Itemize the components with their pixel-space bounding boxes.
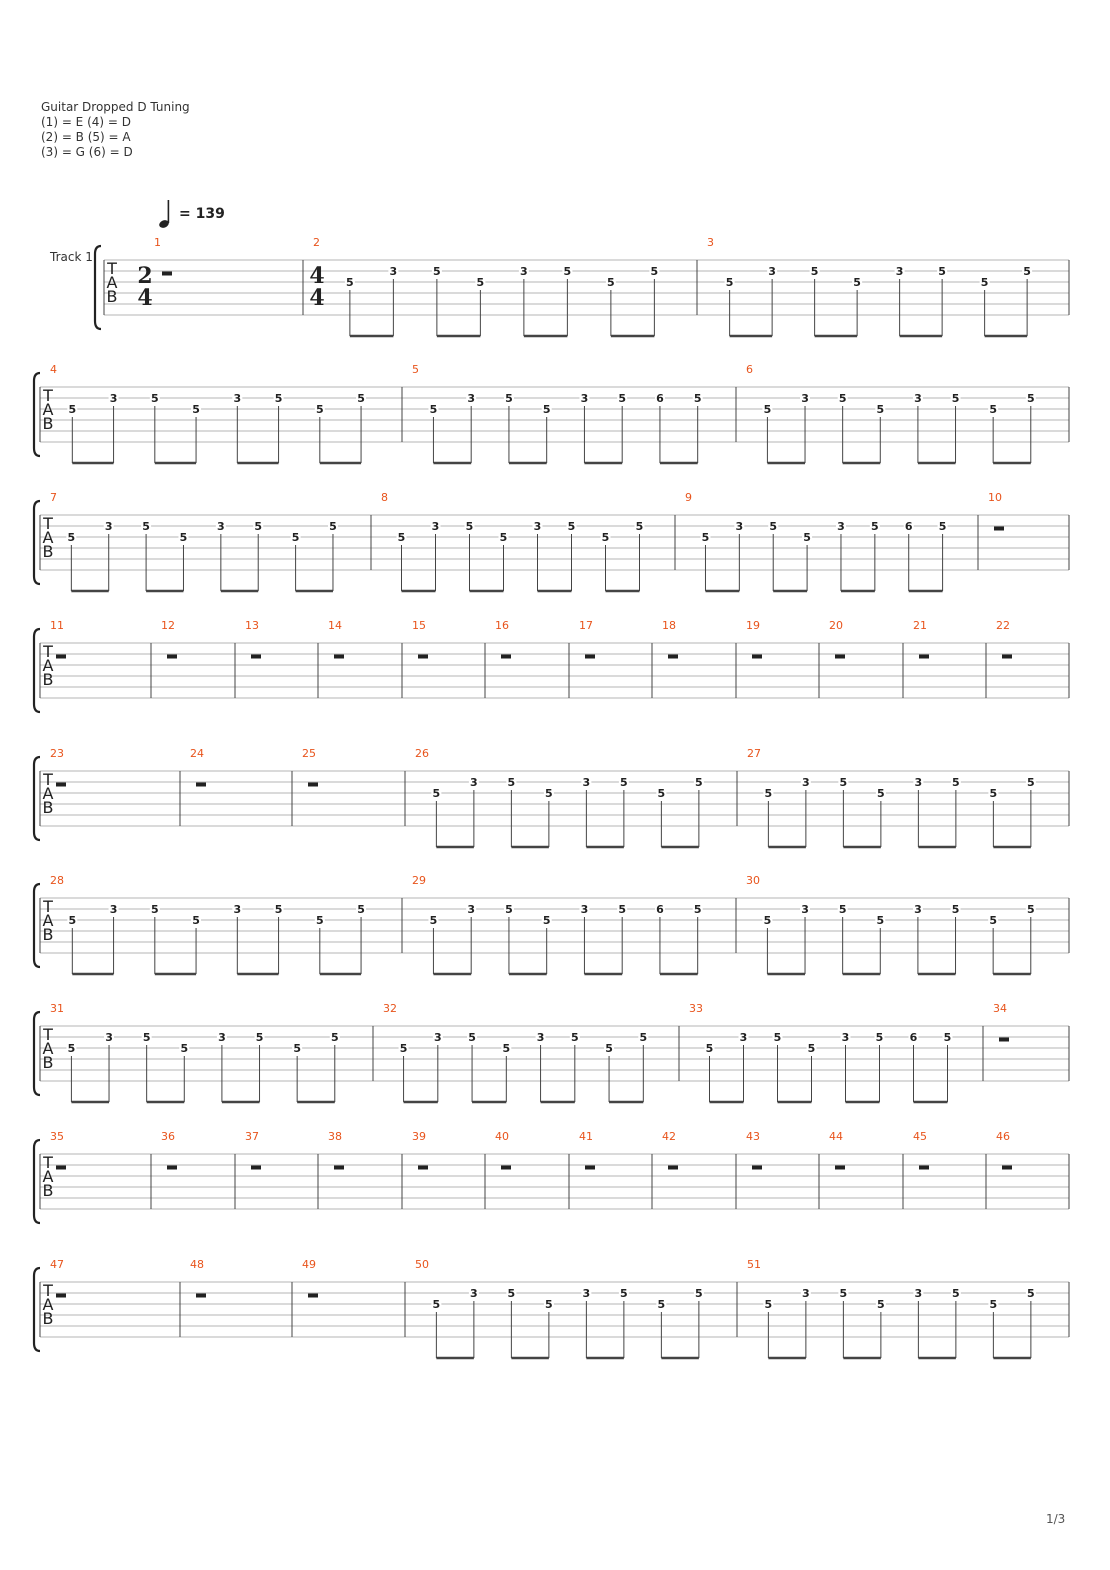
fret-number: 5 [465,520,474,533]
fret-number: 3 [735,520,744,533]
time-signature-top: 2 [137,263,153,289]
tab-clef-letter: A [42,1167,54,1186]
fret-number: 5 [764,787,773,800]
fret-number: 5 [433,265,441,278]
fret-number: 3 [582,776,591,789]
fret-number: 5 [838,903,847,916]
fret-number: 5 [192,403,200,416]
fret-number: 5 [951,903,960,916]
tab-clef-letter: T [43,1153,53,1172]
system-bracket [34,1140,40,1223]
measure-number: 3 [707,236,714,249]
fret-number: 5 [839,1287,848,1300]
measure-number: 36 [161,1130,175,1143]
measure-number: 16 [495,619,509,632]
fret-number: 5 [68,914,77,927]
tuning-title: Guitar Dropped D Tuning [41,100,190,114]
whole-rest [585,655,595,659]
fret-number: 5 [769,520,778,533]
fret-number: 5 [695,1287,703,1300]
fret-number: 3 [431,520,440,533]
tab-clef-letter: T [43,642,53,661]
measure-number: 1 [154,236,161,249]
fret-number: 5 [180,1042,189,1055]
fret-number: 5 [274,903,283,916]
tab-clef-letter: A [42,656,54,675]
fret-number: 3 [433,1031,442,1044]
fret-number: 5 [357,903,365,916]
fret-number: 3 [218,1031,226,1044]
time-signature-bottom: 4 [309,285,325,311]
tab-clef-letter: A [42,528,54,547]
measure-number: 48 [190,1258,204,1271]
fret-number: 5 [618,903,627,916]
fret-number: 5 [507,1287,516,1300]
fret-number: 5 [875,1031,884,1044]
fret-number: 5 [505,903,513,916]
fret-number: 5 [1027,776,1035,789]
measure-number: 15 [412,619,426,632]
measure-number: 31 [50,1002,64,1015]
fret-number: 5 [274,392,283,405]
tab-clef-letter: A [106,273,118,292]
fret-number: 3 [580,903,589,916]
fret-number: 5 [468,1031,476,1044]
fret-number: 5 [773,1031,782,1044]
fret-number: 3 [739,1031,748,1044]
fret-number: 5 [150,903,159,916]
fret-number: 5 [357,392,365,405]
fret-number: 3 [533,520,542,533]
measure-number: 20 [829,619,843,632]
fret-number: 5 [254,520,263,533]
fret-number: 5 [620,776,628,789]
measure-number: 32 [383,1002,397,1015]
fret-number: 3 [914,392,922,405]
tab-clef-letter: T [43,386,53,405]
tab-clef-letter: A [42,1295,54,1314]
fret-number: 5 [657,1298,666,1311]
fret-number: 5 [1026,903,1035,916]
whole-rest [334,1166,344,1170]
fret-number: 5 [315,914,324,927]
fret-number: 5 [67,531,76,544]
fret-number: 5 [399,1042,408,1055]
tab-clef-letter: B [42,925,54,944]
fret-number: 5 [838,392,847,405]
measure-number: 14 [328,619,342,632]
measure-number: 19 [746,619,760,632]
measure-number: 24 [190,747,204,760]
fret-number: 3 [104,520,113,533]
whole-rest [196,1294,206,1298]
measure-number: 22 [996,619,1010,632]
fret-number: 5 [499,531,508,544]
page-number: 1/3 [1046,1512,1066,1526]
fret-number: 3 [467,903,476,916]
measure-number: 46 [996,1130,1010,1143]
fret-number: 6 [904,520,913,533]
tab-clef-letter: T [43,1025,53,1044]
measure-number: 7 [50,491,57,504]
fret-number: 3 [768,265,776,278]
whole-rest [308,1294,318,1298]
measure-number: 37 [245,1130,259,1143]
whole-rest [919,655,929,659]
measure-number: 49 [302,1258,316,1271]
fret-number: 5 [695,776,703,789]
whole-rest [999,1038,1009,1042]
tab-clef-letter: B [42,542,54,561]
fret-number: 3 [233,903,242,916]
tab-clef-letter: T [43,1281,53,1300]
fret-number: 5 [545,1298,553,1311]
fret-number: 5 [255,1031,264,1044]
tab-clef-letter: B [42,798,54,817]
fret-number: 5 [989,914,997,927]
fret-number: 5 [429,403,438,416]
tuning-line-1: (1) = E (4) = D [41,115,131,129]
fret-number: 5 [605,1042,613,1055]
fret-number: 5 [635,520,644,533]
fret-number: 5 [871,520,879,533]
time-signature-bottom: 4 [137,285,153,311]
fret-number: 5 [432,1298,441,1311]
fret-number: 5 [938,265,946,278]
whole-rest [196,783,206,787]
fret-number: 5 [346,276,354,289]
fret-number: 5 [397,531,406,544]
fret-number: 5 [150,392,159,405]
fret-number: 5 [877,1298,885,1311]
fret-number: 5 [563,265,572,278]
fret-number: 5 [545,787,553,800]
whole-rest [167,1166,177,1170]
fret-number: 3 [109,392,118,405]
measure-number: 21 [913,619,927,632]
fret-number: 5 [142,520,150,533]
measure-number: 42 [662,1130,676,1143]
whole-rest [334,655,344,659]
fret-number: 5 [853,276,861,289]
fret-number: 3 [470,1287,478,1300]
fret-number: 6 [656,392,664,405]
tab-clef-letter: A [42,1039,54,1058]
whole-rest [501,1166,511,1170]
measure-number: 43 [746,1130,760,1143]
system-bracket [34,757,40,840]
fret-number: 3 [802,776,810,789]
measure-number: 6 [746,363,753,376]
fret-number: 5 [142,1031,151,1044]
fret-number: 5 [620,1287,628,1300]
fret-number: 5 [179,531,188,544]
system-bracket [34,884,40,967]
fret-number: 5 [291,531,300,544]
fret-number: 5 [989,1298,998,1311]
fret-number: 5 [505,392,513,405]
fret-number: 3 [802,1287,810,1300]
fret-number: 5 [701,531,710,544]
tab-clef-letter: B [42,414,54,433]
measure-number: 33 [689,1002,703,1015]
measure-number: 47 [50,1258,64,1271]
fret-number: 5 [725,276,734,289]
fret-number: 5 [650,265,659,278]
measure-number: 5 [412,363,419,376]
fret-number: 5 [803,531,811,544]
fret-number: 5 [607,276,615,289]
fret-number: 3 [580,392,589,405]
measure-number: 12 [161,619,175,632]
fret-number: 5 [68,403,77,416]
fret-number: 5 [293,1042,301,1055]
measure-number: 45 [913,1130,927,1143]
fret-number: 5 [192,914,200,927]
measure-number: 2 [313,236,320,249]
fret-number: 5 [657,787,666,800]
tab-clef-letter: A [42,911,54,930]
tuning-line-3: (3) = G (6) = D [41,145,133,159]
measure-number: 28 [50,874,64,887]
system-bracket [34,501,40,584]
fret-number: 5 [1026,392,1035,405]
fret-number: 5 [764,1298,773,1311]
fret-number: 3 [895,265,904,278]
whole-rest [162,272,172,276]
tab-clef-letter: B [42,670,54,689]
fret-number: 5 [952,1287,960,1300]
measure-number: 18 [662,619,676,632]
fret-number: 6 [656,903,664,916]
system-bracket [34,373,40,456]
fret-number: 3 [389,265,398,278]
fret-number: 5 [502,1042,511,1055]
fret-number: 5 [1023,265,1031,278]
measure-number: 44 [829,1130,843,1143]
fret-number: 5 [567,520,576,533]
measure-number: 9 [685,491,692,504]
fret-number: 3 [801,392,809,405]
fret-number: 3 [109,903,118,916]
tab-clef-letter: B [106,287,118,306]
system-bracket [34,629,40,712]
measure-number: 51 [747,1258,761,1271]
tab-clef-letter: A [42,784,54,803]
tab-clef-letter: A [42,400,54,419]
system-bracket [34,1268,40,1351]
whole-rest [308,783,318,787]
measure-number: 17 [579,619,593,632]
fret-number: 3 [582,1287,591,1300]
whole-rest [418,1166,428,1170]
fret-number: 5 [432,787,441,800]
measure-number: 38 [328,1130,342,1143]
whole-rest [56,783,66,787]
whole-rest [251,1166,261,1170]
measure-number: 25 [302,747,316,760]
whole-rest [994,527,1004,531]
tempo-value: = 139 [179,206,225,222]
whole-rest [835,1166,845,1170]
fret-number: 3 [470,776,478,789]
fret-number: 5 [507,776,516,789]
whole-rest [251,655,261,659]
whole-rest [752,1166,762,1170]
whole-rest [56,655,66,659]
fret-number: 3 [914,776,923,789]
fret-number: 5 [67,1042,76,1055]
measure-number: 23 [50,747,64,760]
fret-number: 5 [639,1031,648,1044]
fret-number: 3 [467,392,476,405]
fret-number: 3 [217,520,225,533]
fret-number: 5 [876,914,885,927]
measure-number: 40 [495,1130,509,1143]
measure-number: 34 [993,1002,1007,1015]
fret-number: 5 [542,403,551,416]
tuning-line-2: (2) = B (5) = A [41,130,131,144]
fret-number: 5 [1027,1287,1035,1300]
fret-number: 5 [618,392,627,405]
measure-number: 26 [415,747,429,760]
whole-rest [418,655,428,659]
fret-number: 5 [839,776,848,789]
fret-number: 5 [763,914,772,927]
fret-number: 5 [570,1031,579,1044]
whole-rest [1002,1166,1012,1170]
whole-rest [501,655,511,659]
measure-number: 11 [50,619,64,632]
fret-number: 5 [693,903,702,916]
whole-rest [752,655,762,659]
time-signature-top: 4 [309,263,325,289]
fret-number: 5 [693,392,702,405]
system-bracket [95,246,101,329]
measure-number: 13 [245,619,259,632]
track-label: Track 1 [50,250,93,264]
fret-number: 5 [876,403,885,416]
measure-number: 35 [50,1130,64,1143]
fret-number: 3 [233,392,242,405]
fret-number: 5 [989,787,998,800]
whole-rest [585,1166,595,1170]
fret-number: 5 [330,1031,339,1044]
fret-number: 5 [807,1042,816,1055]
tab-clef-letter: T [43,514,53,533]
measure-number: 10 [988,491,1002,504]
whole-rest [1002,655,1012,659]
whole-rest [668,655,678,659]
whole-rest [167,655,177,659]
fret-number: 5 [951,392,960,405]
whole-rest [56,1166,66,1170]
fret-number: 3 [105,1031,113,1044]
tab-clef-letter: T [43,897,53,916]
measure-number: 39 [412,1130,426,1143]
fret-number: 5 [601,531,610,544]
fret-number: 5 [429,914,438,927]
tab-clef-letter: B [42,1053,54,1072]
fret-number: 5 [810,265,819,278]
tab-clef-letter: T [107,259,117,278]
whole-rest [919,1166,929,1170]
whole-rest [668,1166,678,1170]
measure-number: 41 [579,1130,593,1143]
fret-number: 3 [914,903,922,916]
measure-number: 8 [381,491,388,504]
measure-number: 29 [412,874,426,887]
fret-number: 5 [877,787,885,800]
fret-number: 5 [705,1042,714,1055]
measure-number: 27 [747,747,761,760]
tab-clef-letter: T [43,770,53,789]
fret-number: 5 [329,520,337,533]
fret-number: 3 [837,520,845,533]
whole-rest [56,1294,66,1298]
measure-number: 30 [746,874,760,887]
tab-clef-letter: B [42,1181,54,1200]
whole-rest [835,655,845,659]
fret-number: 5 [943,1031,952,1044]
fret-number: 5 [476,276,485,289]
fret-number: 5 [980,276,989,289]
fret-number: 3 [520,265,528,278]
tab-clef-letter: B [42,1309,54,1328]
measure-number: 50 [415,1258,429,1271]
fret-number: 5 [938,520,947,533]
fret-number: 5 [763,403,772,416]
fret-number: 3 [801,903,809,916]
fret-number: 3 [914,1287,923,1300]
fret-number: 5 [989,403,997,416]
measure-number: 4 [50,363,57,376]
system-bracket [34,1012,40,1095]
fret-number: 3 [841,1031,850,1044]
fret-number: 6 [909,1031,918,1044]
fret-number: 3 [536,1031,545,1044]
fret-number: 5 [952,776,960,789]
fret-number: 5 [542,914,551,927]
fret-number: 5 [315,403,324,416]
